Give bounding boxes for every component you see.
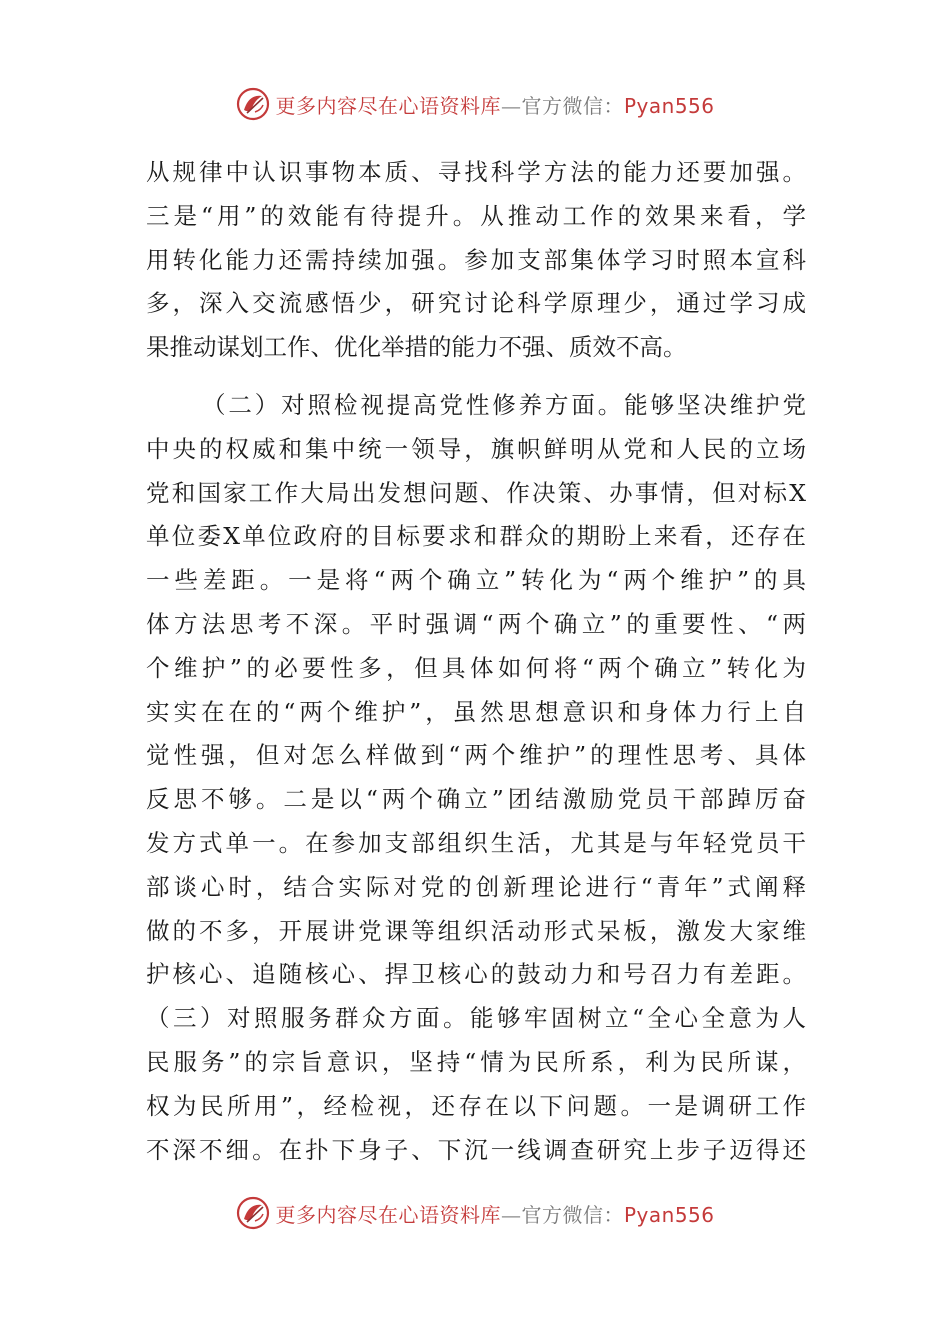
text-line: 中央的权威和集中统一领导，旗帜鲜明从党和人民的立场 — [146, 434, 806, 463]
paragraph-2 — [146, 384, 806, 1172]
paragraph-1 — [146, 151, 806, 370]
banner-prefix: 更多内容尽在心语资料库 — [275, 1202, 501, 1227]
text-line: 护核心、追随核心、捍卫核心的鼓动力和号召力有差距。 — [146, 960, 806, 989]
text-line: 一些差距。一是将“两个确立”转化为“两个维护”的具 — [146, 566, 806, 595]
text-line: 用转化能力还需持续加强。参加支部集体学习时照本宣科 — [146, 245, 806, 274]
text-line: （二）对照检视提高党性修养方面。能够坚决维护党 — [202, 390, 806, 419]
banner-dash: — — [500, 1202, 522, 1227]
banner-text — [275, 1199, 714, 1228]
text-line: （三）对照服务群众方面。能够牢固树立“全心全意为人 — [146, 1004, 806, 1033]
banner-text — [275, 90, 714, 119]
red-seal-logo-icon — [235, 86, 271, 122]
text-line: 觉性强，但对怎么样做到“两个维护”的理性思考、具体 — [146, 741, 806, 770]
text-line: 做的不多，开展讲党课等组织活动形式呆板，激发大家维 — [146, 916, 806, 945]
text-line: 体方法思考不深。平时强调“两个确立”的重要性、“两 — [146, 609, 806, 638]
text-line: 党和国家工作大局出发想问题、作决策、办事情，但对标X — [146, 478, 806, 507]
text-line: 个维护”的必要性多，但具体如何将“两个确立”转化为 — [146, 653, 806, 682]
text-line: 果推动谋划工作、优化举措的能力不强、质效不高。 — [146, 333, 687, 362]
banner-prefix: 更多内容尽在心语资料库 — [275, 93, 501, 118]
banner-dash: — — [500, 93, 522, 118]
header-banner — [0, 84, 950, 124]
text-line: 从规律中认识事物本质、寻找科学方法的能力还要加强。 — [146, 158, 806, 186]
text-line: 实实在在的“两个维护”，虽然思想意识和身体力行上自 — [146, 697, 806, 726]
text-line: 不深不细。在扑下身子、下沉一线调查研究上步子迈得还 — [146, 1135, 806, 1164]
banner-official-label: 官方微信： — [521, 1202, 624, 1227]
document-body — [146, 151, 806, 1172]
paragraph-gap — [146, 370, 806, 384]
text-line: 三是“用”的效能有待提升。从推动工作的效果来看，学 — [146, 201, 806, 230]
text-line: 单位委X单位政府的目标要求和群众的期盼上来看，还存在 — [146, 522, 806, 551]
banner-wechat-id: Pyan556 — [623, 93, 715, 118]
text-line: 多，深入交流感悟少，研究讨论科学原理少，通过学习成 — [146, 289, 806, 318]
text-line: 民服务”的宗旨意识，坚持“情为民所系，利为民所谋， — [146, 1047, 806, 1076]
text-line: 权为民所用”，经检视，还存在以下问题。一是调研工作 — [146, 1091, 806, 1120]
text-line: 部谈心时，结合实际对党的创新理论进行“青年”式阐释 — [146, 872, 806, 901]
banner-official-label: 官方微信： — [521, 93, 624, 118]
red-seal-logo-icon — [235, 1195, 271, 1231]
text-line: 发方式单一。在参加支部组织生活，尤其是与年轻党员干 — [146, 828, 806, 857]
banner-wechat-id: Pyan556 — [623, 1202, 715, 1227]
footer-banner — [0, 1193, 950, 1233]
text-line: 反思不够。二是以“两个确立”团结激励党员干部踔厉奋 — [146, 785, 806, 814]
